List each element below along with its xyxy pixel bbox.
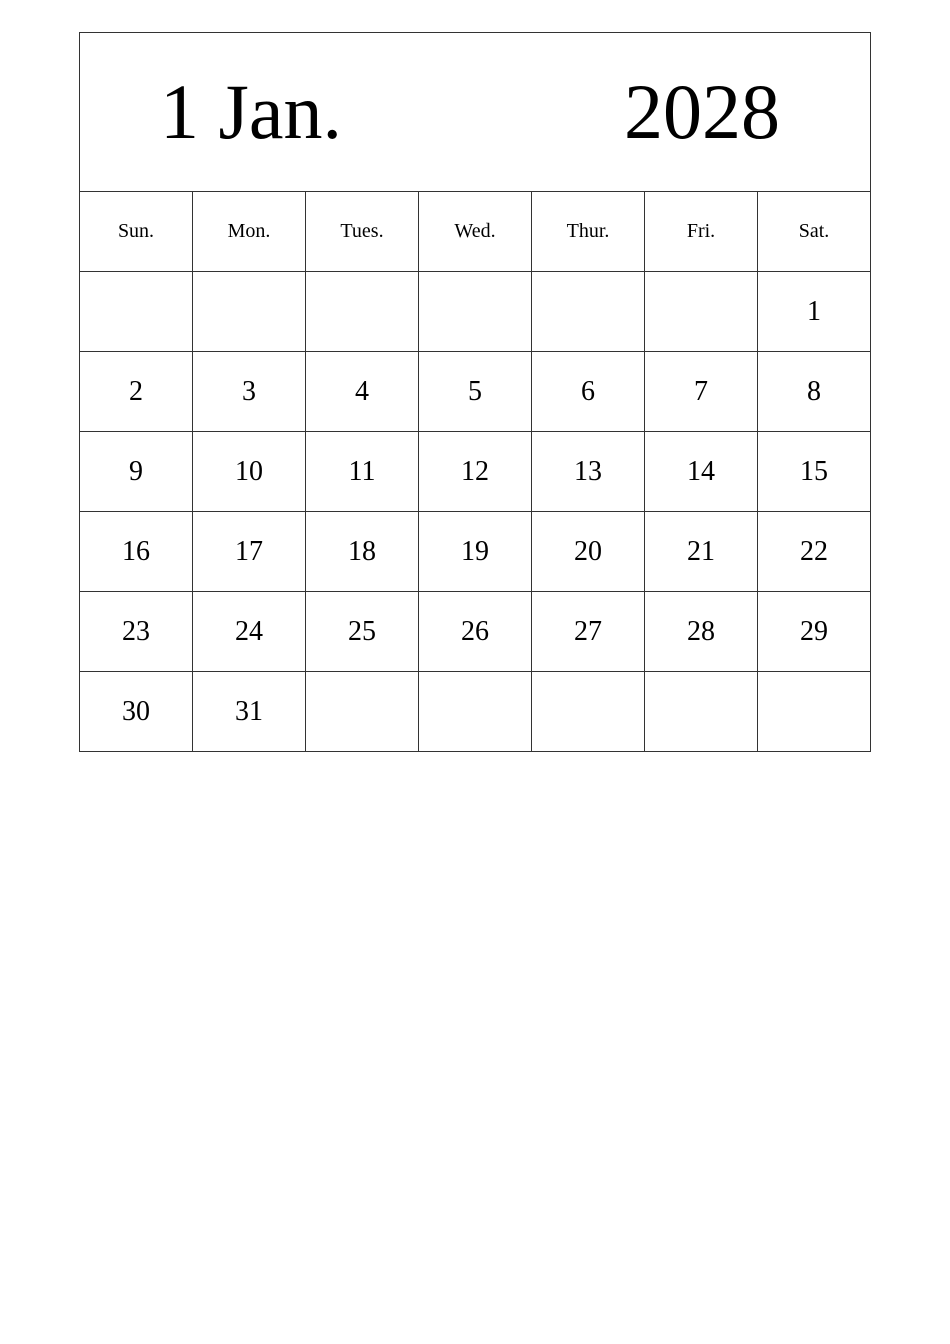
day-cell: 16 [80, 512, 193, 592]
calendar-header [80, 33, 871, 192]
day-cell [532, 672, 645, 752]
day-cell: 13 [532, 432, 645, 512]
day-cell: 29 [758, 592, 871, 672]
day-cell [193, 272, 306, 352]
day-cell: 12 [419, 432, 532, 512]
day-cell [306, 672, 419, 752]
weekday-fri: Fri. [645, 192, 758, 272]
week-row-6 [80, 672, 871, 752]
day-cell: 11 [306, 432, 419, 512]
day-cell: 17 [193, 512, 306, 592]
day-cell [419, 672, 532, 752]
day-cell: 1 [758, 272, 871, 352]
day-cell: 25 [306, 592, 419, 672]
calendar-header-row [80, 33, 871, 192]
day-cell: 18 [306, 512, 419, 592]
day-cell: 15 [758, 432, 871, 512]
day-cell: 10 [193, 432, 306, 512]
week-row-3 [80, 432, 871, 512]
day-cell: 4 [306, 352, 419, 432]
day-cell: 20 [532, 512, 645, 592]
weekday-sat: Sat. [758, 192, 871, 272]
day-cell: 27 [532, 592, 645, 672]
day-cell: 5 [419, 352, 532, 432]
day-cell: 14 [645, 432, 758, 512]
day-cell [532, 272, 645, 352]
day-cell: 31 [193, 672, 306, 752]
day-cell [419, 272, 532, 352]
weekday-row [80, 192, 871, 272]
day-cell: 2 [80, 352, 193, 432]
week-row-2 [80, 352, 871, 432]
day-cell: 21 [645, 512, 758, 592]
day-cell: 24 [193, 592, 306, 672]
year-label: 2028 [624, 68, 780, 155]
weekday-tue: Tues. [306, 192, 419, 272]
day-cell: 6 [532, 352, 645, 432]
day-cell [80, 272, 193, 352]
weekday-wed: Wed. [419, 192, 532, 272]
calendar-table [79, 32, 871, 752]
day-cell: 8 [758, 352, 871, 432]
weekday-mon: Mon. [193, 192, 306, 272]
day-cell [645, 272, 758, 352]
day-cell: 19 [419, 512, 532, 592]
day-cell: 9 [80, 432, 193, 512]
weekday-thu: Thur. [532, 192, 645, 272]
day-cell: 30 [80, 672, 193, 752]
calendar-header-inner [80, 33, 870, 191]
day-cell: 7 [645, 352, 758, 432]
weekday-sun: Sun. [80, 192, 193, 272]
day-cell: 26 [419, 592, 532, 672]
week-row-1 [80, 272, 871, 352]
week-row-4 [80, 512, 871, 592]
day-cell: 3 [193, 352, 306, 432]
day-cell: 22 [758, 512, 871, 592]
day-cell [758, 672, 871, 752]
month-label: 1 Jan. [160, 68, 342, 155]
day-cell [306, 272, 419, 352]
week-row-5 [80, 592, 871, 672]
day-cell: 28 [645, 592, 758, 672]
day-cell [645, 672, 758, 752]
day-cell: 23 [80, 592, 193, 672]
